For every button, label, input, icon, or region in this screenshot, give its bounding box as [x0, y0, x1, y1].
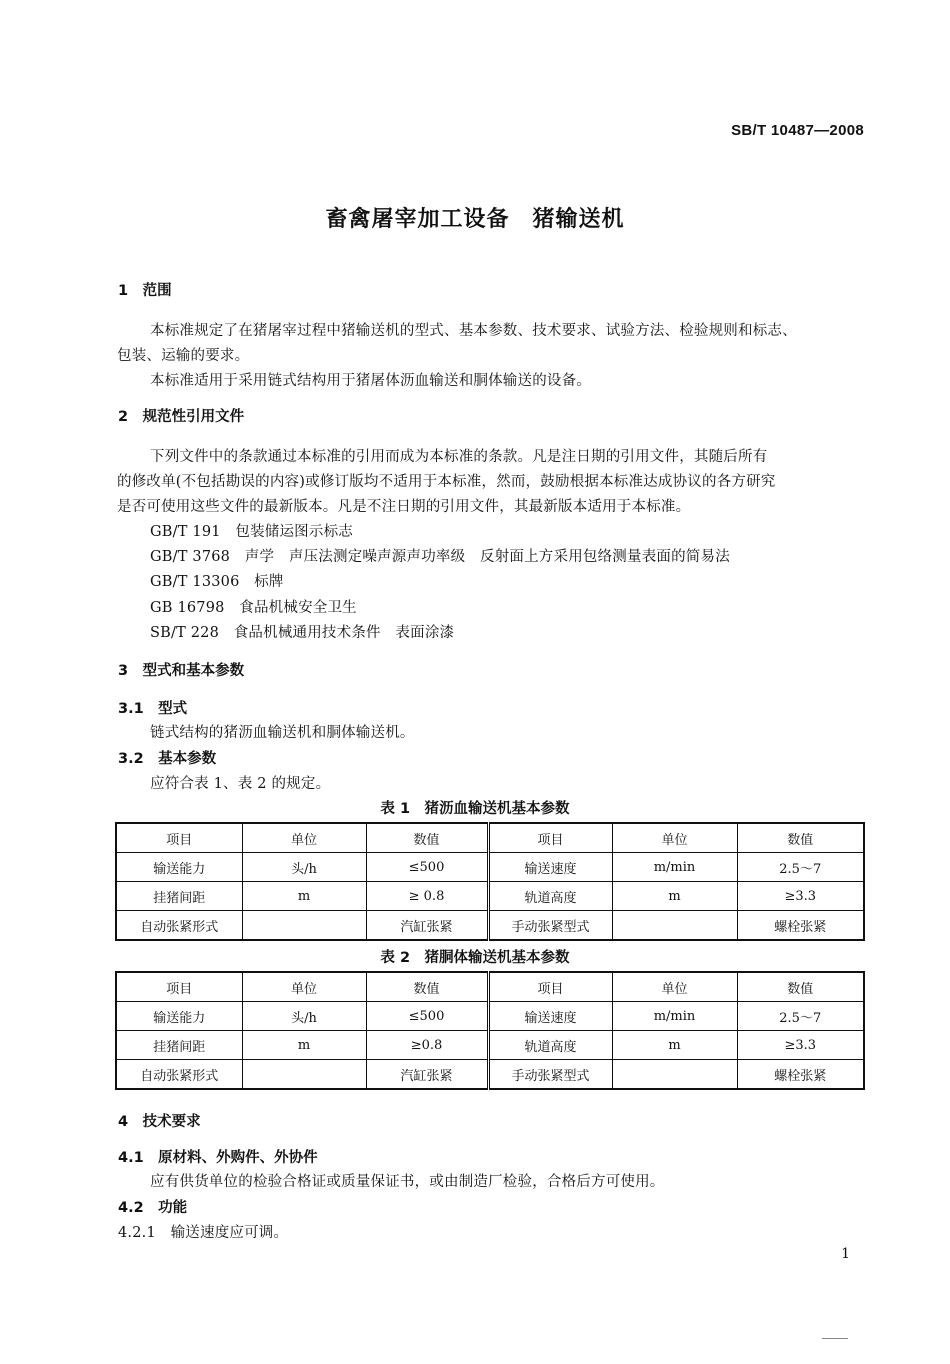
table-cell: m [612, 882, 737, 911]
table-cell: 自动张紧形式 [116, 911, 242, 941]
header-cell: 单位 [242, 972, 366, 1002]
section-4-1-heading: 4.1 原材料、外购件、外协件 [118, 1150, 318, 1166]
table-header-row [116, 972, 864, 1002]
header-cell: 项目 [116, 972, 242, 1002]
header-cell: 项目 [488, 823, 612, 853]
table-cell: 2.5～7 [737, 1002, 864, 1031]
table-cell: m [612, 1031, 737, 1060]
table-cell: ≥3.3 [737, 1031, 864, 1060]
table-cell [242, 911, 366, 941]
table-row [116, 911, 864, 941]
table-cell: 手动张紧型式 [488, 1060, 612, 1090]
table-cell: 输送能力 [116, 1002, 242, 1031]
section-2-heading: 2 规范性引用文件 [118, 409, 245, 425]
header-cell: 数值 [737, 972, 864, 1002]
reference-item: SB/T 228 食品机械通用技术条件 表面涂漆 [150, 625, 455, 641]
section-1-paragraph-1-line-2: 包装、运输的要求。 [117, 348, 250, 364]
table-cell: m [242, 882, 366, 911]
page-title: 畜禽屠宰加工设备 猪输送机 [325, 207, 625, 232]
section-2-paragraph-line-1: 下列文件中的条款通过本标准的引用而成为本标准的条款。凡是注日期的引用文件，其随后所有 [150, 449, 768, 465]
header-cell: 单位 [242, 823, 366, 853]
table-cell [242, 1060, 366, 1090]
table-row [116, 1060, 864, 1090]
table-cell: m/min [612, 853, 737, 882]
section-1-paragraph-2: 本标准适用于采用链式结构用于猪屠体沥血输送和胴体输送的设备。 [150, 373, 591, 389]
table-cell: ≥3.3 [737, 882, 864, 911]
table-cell: ≤500 [366, 1002, 488, 1031]
section-3-1-text: 链式结构的猪沥血输送机和胴体输送机。 [150, 725, 415, 741]
table-cell [612, 1060, 737, 1090]
table-cell: 自动张紧形式 [116, 1060, 242, 1090]
page-number: 1 [841, 1246, 850, 1262]
section-4-heading: 4 技术要求 [118, 1114, 201, 1130]
reference-item: GB/T 13306 标牌 [150, 574, 284, 590]
table-cell: 汽缸张紧 [366, 911, 488, 941]
header-cell: 项目 [116, 823, 242, 853]
table-cell: m [242, 1031, 366, 1060]
header-cell: 数值 [737, 823, 864, 853]
table-cell: 轨道高度 [488, 882, 612, 911]
section-1-heading: 1 范围 [118, 283, 172, 299]
table-cell: ≥0.8 [366, 1031, 488, 1060]
table-header-row [116, 823, 864, 853]
table-cell: 头/h [242, 853, 366, 882]
table-row [116, 882, 864, 911]
table-cell: 2.5～7 [737, 853, 864, 882]
table-cell: 输送速度 [488, 853, 612, 882]
table-row [116, 1002, 864, 1031]
standard-number: SB/T 10487—2008 [731, 122, 864, 139]
table-cell: m/min [612, 1002, 737, 1031]
table-row [116, 1031, 864, 1060]
table-cell: 头/h [242, 1002, 366, 1031]
table-1 [115, 822, 865, 941]
section-4-1-text: 应有供货单位的检验合格证或质量保证书，或由制造厂检验，合格后方可使用。 [150, 1174, 665, 1190]
table-cell: ≥ 0.8 [366, 882, 488, 911]
table-row [116, 853, 864, 882]
table-cell: 输送能力 [116, 853, 242, 882]
table-cell [612, 911, 737, 941]
section-2-paragraph-line-2: 的修改单(不包括勘误的内容)或修订版均不适用于本标准，然而，鼓励根据本标准达成协议的各方研究 [117, 474, 776, 490]
table-cell: 汽缸张紧 [366, 1060, 488, 1090]
table-cell: 挂猪间距 [116, 882, 242, 911]
table-cell: 螺栓张紧 [737, 1060, 864, 1090]
section-4-2-1-text: 4.2.1 输送速度应可调。 [118, 1225, 289, 1241]
table-1-caption: 表 1 猪沥血输送机基本参数 [380, 801, 570, 817]
section-3-heading: 3 型式和基本参数 [118, 663, 245, 679]
table-cell: 轨道高度 [488, 1031, 612, 1060]
table-2-caption: 表 2 猪胴体输送机基本参数 [380, 950, 570, 966]
section-2-paragraph-line-3: 是否可使用这些文件的最新版本。凡是不注日期的引用文件，其最新版本适用于本标准。 [117, 499, 691, 515]
section-4-2-heading: 4.2 功能 [118, 1200, 188, 1216]
header-cell: 单位 [612, 972, 737, 1002]
header-cell: 数值 [366, 823, 488, 853]
reference-item: GB/T 191 包装储运图示标志 [150, 524, 353, 540]
table-cell: 手动张紧型式 [488, 911, 612, 941]
section-3-1-heading: 3.1 型式 [118, 701, 188, 717]
table-cell: ≤500 [366, 853, 488, 882]
table-2 [115, 971, 865, 1090]
reference-item: GB 16798 食品机械安全卫生 [150, 600, 357, 616]
table-cell: 挂猪间距 [116, 1031, 242, 1060]
header-cell: 数值 [366, 972, 488, 1002]
section-3-2-heading: 3.2 基本参数 [118, 751, 217, 767]
reference-item: GB/T 3768 声学 声压法测定噪声源声功率级 反射面上方采用包络测量表面的简易法 [150, 549, 730, 565]
footer-divider [822, 1338, 848, 1339]
header-cell: 单位 [612, 823, 737, 853]
section-3-2-text: 应符合表 1、表 2 的规定。 [150, 776, 331, 792]
table-cell: 输送速度 [488, 1002, 612, 1031]
section-1-paragraph-1-line-1: 本标准规定了在猪屠宰过程中猪输送机的型式、基本参数、技术要求、试验方法、检验规则和标志、 [150, 323, 797, 339]
table-cell: 螺栓张紧 [737, 911, 864, 941]
header-cell: 项目 [488, 972, 612, 1002]
